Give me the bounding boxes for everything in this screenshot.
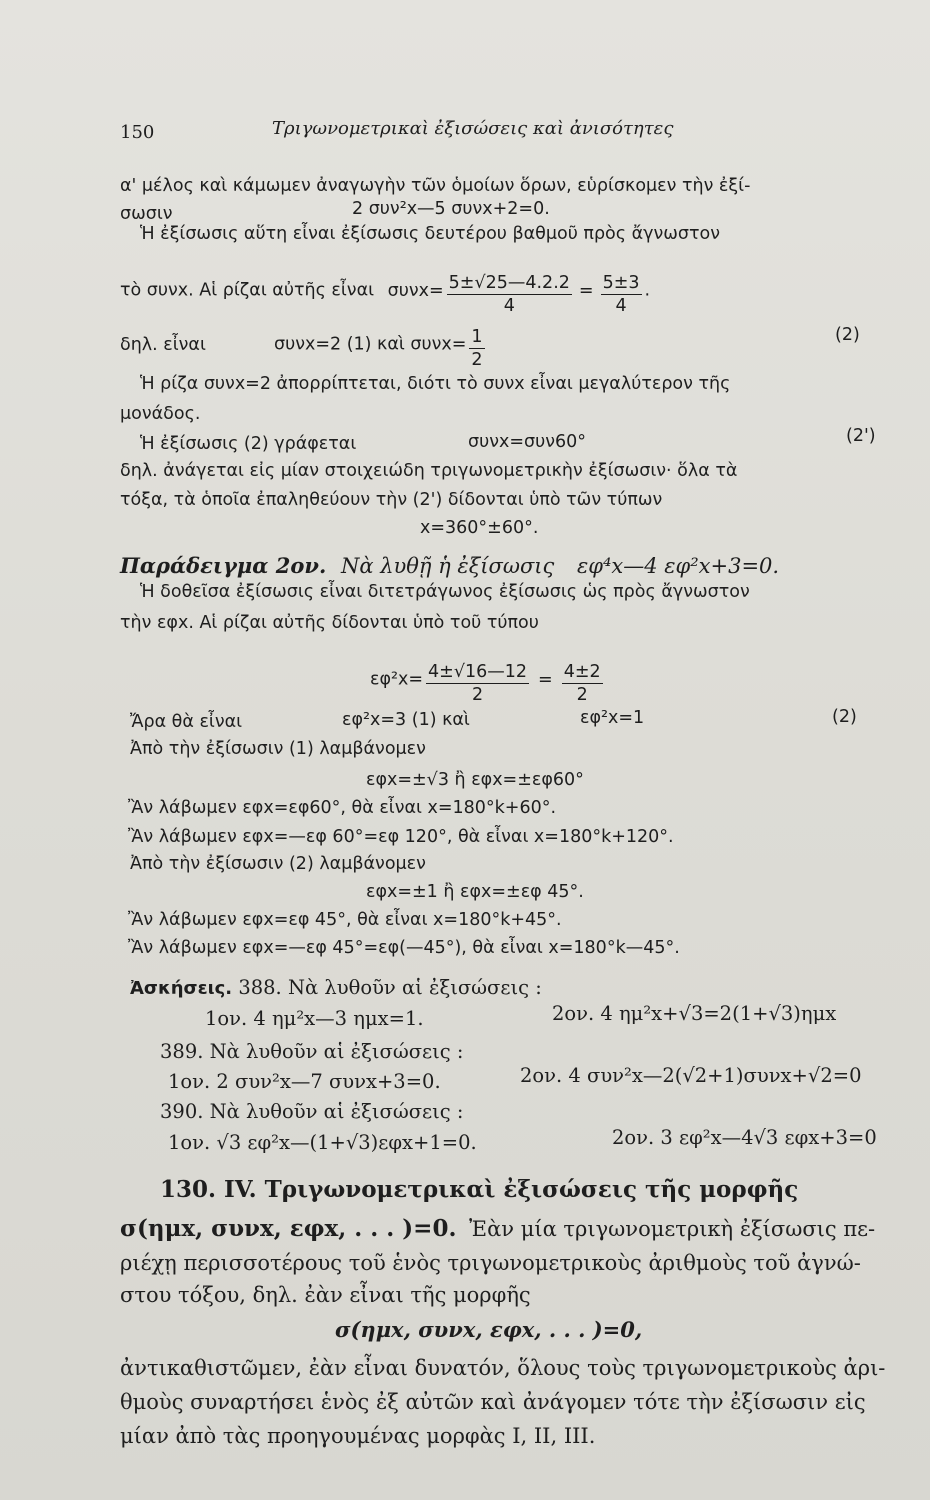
text-line: δηλ. ἀνάγεται εἰς μίαν στοιχειώδη τριγωνομετρικὴν ἐξίσωσιν· ὅλα τὰ: [120, 461, 738, 481]
equation: εφ²x=3 (1) καὶ: [342, 710, 470, 730]
text-line: Ἂν λάβωμεν εφx=εφ60°, θὰ εἶναι x=180°k+60°.: [128, 798, 557, 818]
equation: εφ²x=1: [580, 708, 645, 728]
section-title: 130. IV. Τριγωνομετρικαὶ ἐξισώσεις τῆς μορφῆς: [160, 1176, 799, 1203]
exercises-heading: Ἀσκήσεις. 388. Νὰ λυθοῦν αἱ ἐξισώσεις :: [130, 976, 542, 999]
exercise-heading: 390. Νὰ λυθοῦν αἱ ἐξισώσεις :: [160, 1100, 464, 1123]
running-title: Τριγωνομετρικαὶ ἐξισώσεις καὶ ἀνισότητες: [272, 118, 674, 139]
equation-number: (2): [835, 325, 860, 345]
equation: x=360°±60°.: [420, 518, 539, 538]
text-line: Ἀπὸ τὴν ἐξίσωσιν (1) λαμβάνομεν: [130, 739, 426, 759]
equation-number: (2'): [846, 426, 876, 446]
text-line: Ἡ δοθεῖσα ἐξίσωσις εἶναι διτετράγωνος ἐξίσωσις ὡς πρὸς ἄγνωστον: [140, 582, 750, 602]
section-title-continued: σ(ημx, συνx, εφx, . . . )=0. Ἐὰν μία τριγωνομετρικὴ ἐξίσωσις πε-: [120, 1215, 876, 1242]
text-line: Ἂν λάβωμεν εφx=εφ 45°, θὰ εἶναι x=180°k+45°.: [128, 910, 562, 930]
paragraph-line: θμοὺς συναρτήσει ἑνὸς ἐξ αὐτῶν καὶ ἀνάγομεν τότε τὴν ἐξίσωσιν εἰς: [120, 1390, 866, 1414]
equation: εφ²x= $\frac{4\pm√16—12}{2}$ = $\frac{4\pm 2}{2}$: [370, 662, 601, 705]
fraction: $\frac{4\pm√16—12}{2}$: [428, 662, 528, 705]
equation: συνx=2 (1) καὶ συνx= $\frac{1}{2}$: [274, 327, 483, 370]
text-line: Ἡ ἐξίσωσις αὕτη εἶναι ἐξίσωσις δευτέρου βαθμοῦ πρὸς ἄγνωστον: [140, 224, 721, 244]
text-line: μονάδος.: [120, 404, 201, 424]
exercise-heading: 389. Νὰ λυθοῦν αἱ ἐξισώσεις :: [160, 1040, 464, 1063]
exercise-item: 1ον. 2 συν²x—7 συνx+3=0.: [168, 1070, 441, 1093]
text-line: Ἡ ρίζα συνx=2 ἀπορρίπτεται, διότι τὸ συνx εἶναι μεγαλύτερον τῆς: [140, 374, 731, 394]
paragraph-line: στου τόξου, δηλ. ἐὰν εἶναι τῆς μορφῆς: [120, 1283, 531, 1307]
text-line: Ἂν λάβωμεν εφx=—εφ 60°=εφ 120°, θὰ εἶναι x=180°k+120°.: [128, 827, 674, 847]
equation: εφx=±1 ἢ εφx=±εφ 45°.: [366, 882, 584, 902]
fraction: $\frac{5\pm 3}{4}$: [602, 273, 640, 316]
equation: εφx=±√3 ἢ εφx=±εφ60°: [366, 770, 584, 790]
page-number: 150: [120, 122, 155, 143]
equation: συνx=συν60°: [468, 432, 587, 452]
exercise-item: 1ον. √3 εφ²x—(1+√3)εφx+1=0.: [168, 1131, 477, 1154]
text-line: δηλ. εἶναι: [120, 335, 206, 355]
exercise-item: 2ον. 4 ημ²x+√3=2(1+√3)ημx: [552, 1002, 837, 1025]
equation-number: (2): [832, 707, 857, 727]
text-line: Ἄρα θὰ εἶναι: [130, 712, 243, 732]
text-line: α' μέλος καὶ κάμωμεν ἀναγωγὴν τῶν ὁμοίων ὅρων, εὑρίσκομεν τὴν ἐξί-: [120, 176, 751, 196]
exercise-item: 1ον. 4 ημ²x—3 ημx=1.: [205, 1007, 424, 1030]
exercise-item: 2ον. 3 εφ²x—4√3 εφx+3=0: [612, 1126, 877, 1149]
fraction: $\frac{4\pm 2}{2}$: [563, 662, 601, 705]
fraction: $\frac{5\pm√25—4.2.2}{4}$: [448, 273, 570, 316]
paragraph-line: ριέχῃ περισσοτέρους τοῦ ἑνὸς τριγωνομετρικοὺς ἀριθμοὺς τοῦ ἀγνώ-: [120, 1251, 861, 1275]
text-line: σωσιν: [120, 204, 173, 224]
fraction: $\frac{1}{2}$: [471, 327, 483, 370]
text-line: Ἂν λάβωμεν εφx=—εφ 45°=εφ(—45°), θὰ εἶναι x=180°k—45°.: [128, 938, 680, 958]
text-line: Ἀπὸ τὴν ἐξίσωσιν (2) λαμβάνομεν: [130, 854, 426, 874]
text-line: Ἡ ἐξίσωσις (2) γράφεται: [140, 434, 357, 454]
example-heading: Παράδειγμα 2ον. Νὰ λυθῇ ἡ ἐξίσωσις εφ⁴x—4 εφ²x+3=0.: [120, 553, 780, 578]
exercise-item: 2ον. 4 συν²x—2(√2+1)συνx+√2=0: [520, 1064, 862, 1087]
text-line: τὴν εφx. Αἱ ρίζαι αὐτῆς δίδονται ὑπὸ τοῦ τύπου: [120, 613, 539, 633]
paragraph-line: ἀντικαθιστῶμεν, ἐὰν εἶναι δυνατόν, ὅλους τοὺς τριγωνομετρικοὺς ἀρι-: [120, 1356, 886, 1380]
text-line: τόξα, τὰ ὁποῖα ἐπαληθεύουν τὴν (2') δίδονται ὑπὸ τῶν τύπων: [120, 490, 663, 510]
formula: σ(ημx, συνx, εφx, . . . )=0,: [335, 1317, 643, 1342]
paragraph-line: μίαν ἀπὸ τὰς προηγουμένας μορφὰς I, II, III.: [120, 1424, 596, 1448]
text-line: τὸ συνx. Αἱ ρίζαι αὐτῆς εἶναι συνx= $\frac{5\pm√25—4.2.2}{4}$ = $\frac{5\pm 3}{4}$ .: [120, 273, 651, 316]
equation: 2 συν²x—5 συνx+2=0.: [352, 199, 550, 219]
